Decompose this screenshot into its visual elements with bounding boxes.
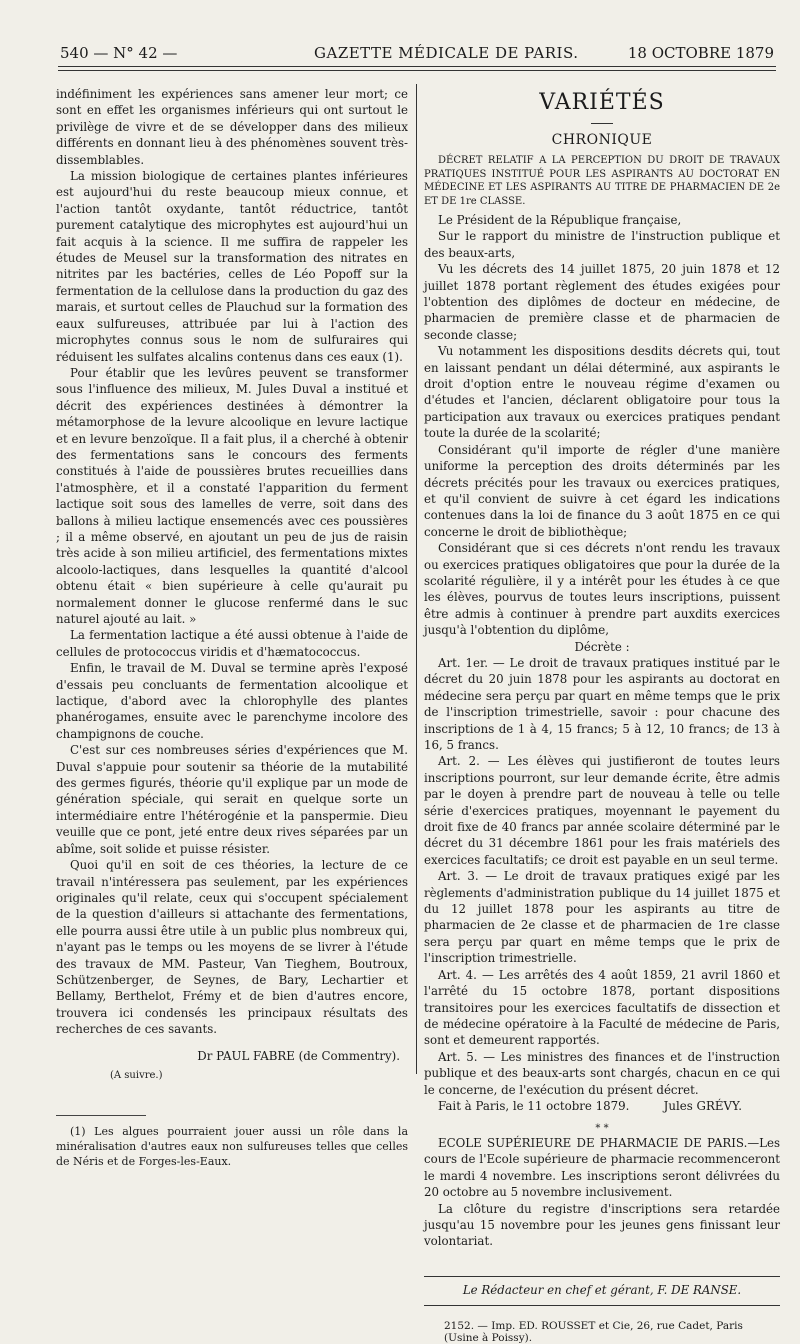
news-item: La clôture du registre d'inscriptions sera retardée jusqu'au 15 novembre pour les jeunes gens finissant leur volontariat. [424, 1201, 780, 1249]
decree-title: DÉCRET RELATIF A LA PERCEPTION DU DROIT DE TRAVAUX PRATIQUES INSTITUÉ POUR LES ASPIRANTS AU DOCTORAT EN MÉDECINE ET LES ASPIRANTS AU TITRE DE PHARMACIEN DE 2e ET DE 1re CLASSE. [424, 155, 780, 207]
editor-line: Le Rédacteur en chef et gérant, F. DE RANSE. [462, 1282, 742, 1297]
paragraph: Pour établir que les levûres peuvent se transformer sous l'influence des milieux, M. Jules Duval a institué et décrit des expériences destinées à démontrer la métamorphose de la levure alcoolique en levure lactique et en levure benzoïque. Il a fait plus, il a cherché à obtenir des fermentations sans le concours des ferments constitués à l'aide de poussières brutes recueillies dans l'atmosphère, et il a constaté l'apparition du ferment lactique soit sous des lamelles de verre, soit dans des ballons à milieu lactique ensemencés avec ces poussières ; il a même observé, en ajoutant un peu de jus de raisin très acide à son milieu artificiel, des fermentations mixtes alcoolo-lactiques, dans lesquelles la quantité d'alcool obtenu était « bien supérieure à celle qu'aurait pu normalement donner le glucose renfermé dans le suc naturel ajouté au lait. » [56, 365, 408, 626]
preamble-line: Considérant qu'il importe de régler d'une manière uniforme la perception des droits déterminés par les décrets précités pour les travaux ou exercices pratiques, et qu'il convient de suivre à cet égard les indications contenues dans la loi de finance du 3 août 1875 en ce qui concerne le droit de bibliothèque; [424, 442, 780, 539]
article: Art. 4. — Les arrêtés des 4 août 1859, 21 avril 1860 et l'arrêté du 15 octobre 1878, portant dispositions transitoires pour les exercices facultatifs de dissection et de médecine opératoire à la Faculté de médecine de Paris, sont et demeurent rapportés. [424, 967, 780, 1048]
paragraph: Enfin, le travail de M. Duval se termine après l'exposé d'essais peu concluants de fermentation alcoolique et lactique, d'abord avec la chlorophylle des plantes phanérogames, ensuite avec le parenchyme incolore des champignons de couche. [56, 661, 408, 741]
to-be-continued: (A suivre.) [110, 1069, 163, 1081]
preamble-line: Le Président de la République française, [438, 213, 682, 227]
decrees-label: Décrète : [574, 639, 630, 654]
subsection-title: CHRONIQUE [551, 132, 653, 148]
author-signature: Dr PAUL FABRE (de Commentry). [197, 1048, 400, 1063]
title-dash [591, 123, 613, 124]
right-column [424, 86, 780, 1344]
decree-signature-line [424, 1098, 780, 1116]
article: Art. 3. — Le droit de travaux pratiques exigé par les règlements d'administration publique du 14 juillet 1875 et du 12 juillet 1878 pour les aspirants au titre de pharmacien de 2e classe et de pharmacien de 1re classe sera perçu par quart en même temps que le prix de l'inscription trimestrielle. [424, 869, 780, 966]
preamble-line: Sur le rapport du ministre de l'instruction publique et des beaux-arts, [424, 229, 780, 260]
paragraph: La fermentation lactique a été aussi obtenue à l'aide de cellules de protococcus viridis et d'hæmatococcus. [56, 628, 408, 659]
preamble-line: Considérant que si ces décrets n'ont rendu les travaux ou exercices pratiques obligatoires que pour la durée de la scolarité régulière, il y a intérêt pour les études à ce que les élèves, pourvus de toutes leurs inscriptions, puissent être admis à continuer à prendre part auxdits exercices jusqu'à l'obtention du diplôme, [424, 541, 780, 638]
editor-rule [424, 1276, 780, 1277]
done-at: Fait à Paris, le 11 octobre 1879. [438, 1098, 630, 1113]
printer-line: 2152. — Imp. ED. ROUSSET et Cie, 26, rue Cadet, Paris (Usine à Poissy). [444, 1319, 743, 1344]
separator-stars: * * [595, 1122, 609, 1134]
printer-rule [424, 1305, 780, 1306]
section-title: VARIÉTÉS [539, 90, 665, 115]
article: Art. 2. — Les élèves qui justifieront de toutes leurs inscriptions pourront, sur leur demande écrite, être admis par le doyen à prendre part de nouveau à telle ou telle série d'exercices pratiques, moyennant le payement du droit fixe de 40 francs par année scolaire déterminé par le décret du 31 décembre 1861 pour les frais matériels des exercices facultatifs; ce droit est payable en un seul terme. [424, 754, 780, 867]
preamble-line: Vu notamment les dispositions desdits décrets qui, tout en laissant pendant un délai déterminé, aux aspirants le droit d'option entre le nouveau régime d'examen ou d'études et l'ancien, déclarent obligatoire pour tous la participation aux travaux ou exercices pratiques pendant toute la durée de la scolarité; [424, 344, 780, 441]
paragraph: indéfiniment les expériences sans amener leur mort; ce sont en effet les organismes inférieurs qui ont surtout le privilège de vivre et de se développer dans des milieux différents en donnant lieu à des phénomènes souvent très-dissemblables. [56, 87, 408, 167]
paragraph: La mission biologique de certaines plantes inférieures est aujourd'hui du reste beaucoup mieux connue, et l'action tantôt oxydante, tantôt réductrice, tantôt purement catalytique des microphytes est aujourd'hui un fait acquis à la science. Il me suffira de rappeler les études de Meusel sur la transformation des nitrates en nitrites par les bactéries, celles de Léo Popoff sur la fermentation de la cellulose dans la production du gaz des marais, et surtout celles de Plauchud sur la formation des eaux sulfureuses, attribuée par lui à l'action des microphytes connus sous le nom de sulfuraires qui réduisent les sulfates alcalins contenus dans ces eaux (1). [56, 169, 408, 364]
paragraph: Quoi qu'il en soit de ces théories, la lecture de ce travail n'intéressera pas seulement, par les expériences originales qu'il relate, ceux qui s'occupent spécialement de la question d'ailleurs si attachante des fermentations, elle pourra aussi être utile à un public plus nombreux qui, n'ayant pas le temps ou les moyens de se livrer à l'étude des travaux de MM. Pasteur, Van Tieghem, Boutroux, Schützenberger, de Seynes, de Bary, Lechartier et Bellamy, Berthelot, Frémy et de bien d'autres encore, trouvera ici condensés les principaux résultats des recherches de ces savants. [56, 858, 408, 1037]
page-header [58, 44, 774, 66]
footnote-rule [56, 1115, 146, 1116]
news-item: ECOLE SUPÉRIEURE DE PHARMACIE DE PARIS.—Les cours de l'Ecole supérieure de pharmacie recommenceront le mardi 4 novembre. Les inscriptions seront délivrées du 20 octobre au 5 novembre inclusivement. [424, 1135, 780, 1200]
header-rule-thin [58, 70, 776, 71]
page-number: 540 — N° 42 — [60, 44, 178, 62]
article: Art. 5. — Les ministres des finances et de l'instruction publique et des beaux-arts sont chargés, chacun en ce qui le concerne, de l'exécution du présent décret. [424, 1049, 780, 1097]
header-rule [58, 66, 776, 67]
journal-title: GAZETTE MÉDICALE DE PARIS. [314, 44, 579, 62]
issue-date: 18 OCTOBRE 1879 [627, 44, 774, 62]
article: Art. 1er. — Le droit de travaux pratiques institué par le décret du 20 juin 1878 pour les aspirants au doctorat en médecine sera perçu par quart en même temps que le prix de l'inscription trimestrielle, savoir : pour chacune des inscriptions de 1 à 4, 15 francs; 5 à 12, 10 francs; de 13 à 16, 5 francs. [424, 655, 780, 752]
president-signature: Jules GRÉVY. [663, 1098, 742, 1113]
left-column [56, 86, 408, 1169]
column-divider [416, 84, 417, 1074]
preamble-line: Vu les décrets des 14 juillet 1875, 20 juin 1878 et 12 juillet 1878 portant règlement des études exigées pour l'obtention des diplômes de docteur en médecine, de pharmacien de première classe et de pharmacien de seconde classe; [424, 262, 780, 342]
paragraph: C'est sur ces nombreuses séries d'expériences que M. Duval s'appuie pour soutenir sa théorie de la mutabilité des germes figurés, théorie qu'il explique par un mode de génération spéciale, qui serait en quelque sorte un intermédiaire entre l'hétérogénie et la panspermie. Dieu veuille que ce pont, jeté entre deux rives séparées par un abîme, soit solide et puisse résister. [56, 743, 408, 856]
footnote: (1) Les algues pourraient jouer aussi un rôle dans la minéralisation d'autres eaux non sulfureuses telles que celles de Néris et de Forges-les-Eaux. [56, 1124, 408, 1168]
